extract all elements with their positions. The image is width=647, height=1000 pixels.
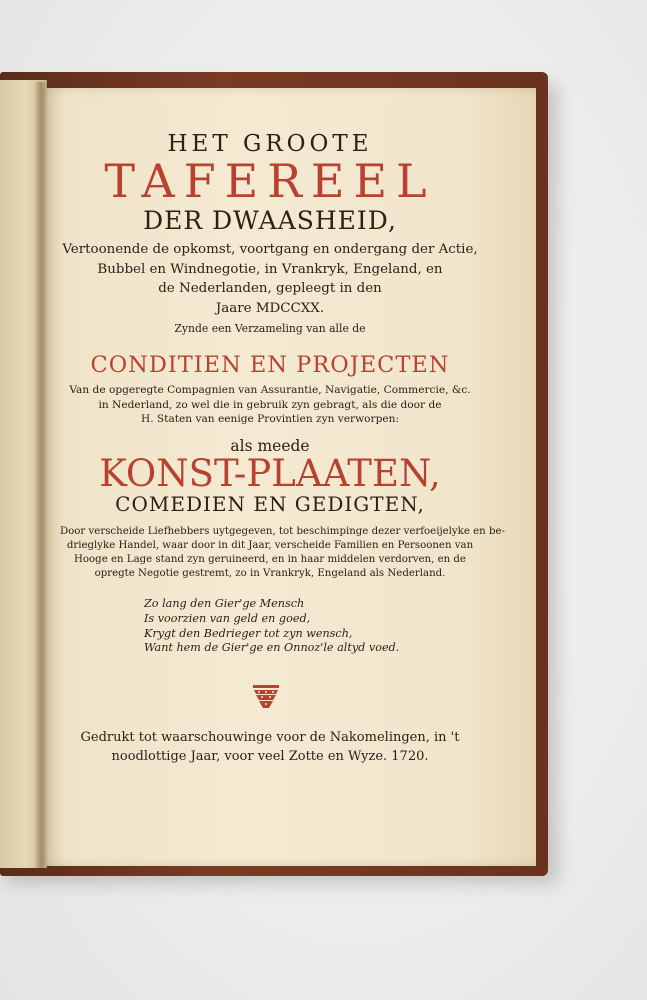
konst-plaaten-heading: KONST-PLAATEN,	[99, 452, 441, 495]
poem-line: Krygt den Bedrieger tot zyn wensch,	[144, 626, 353, 640]
description-line: Door verscheide Liefhebbers uytgegeven, tot beschimpinge dezer verfoeijelyke en be-	[60, 526, 505, 537]
imprint-line: Gedrukt tot waarschouwinge voor de Nakomelingen, in 't	[80, 730, 460, 745]
poem-line: Zo lang den Gier'ge Mensch	[144, 597, 305, 610]
companies-line: Van de opgeregte Compagnien van Assurantie, Navigatie, Commercie, &c.	[69, 384, 471, 396]
subtitle-paragraph	[60, 240, 480, 318]
poem	[144, 597, 399, 656]
companies-line: in Nederland, zo wel die in gebruik zyn gebragt, als die door de	[98, 398, 442, 411]
title-line-2: TAFEREEL	[104, 154, 436, 208]
description-line: Hooge en Lage stand zyn geruineerd, en in haar middelen verdorven, en de	[74, 554, 466, 565]
comedien-heading: COMEDIEN EN GEDIGTEN,	[115, 492, 425, 516]
conditien-heading: CONDITIEN EN PROJECTEN	[90, 352, 450, 378]
subtitle-line: de Nederlanden, gepleegt in den	[158, 281, 382, 296]
poem-line: Is voorzien van geld en goed,	[144, 611, 311, 625]
poem-line: Want hem de Gier'ge en Onnoz'le altyd voed.	[144, 641, 400, 655]
collection-line: Zynde een Verzameling van alle de	[174, 322, 366, 335]
imprint	[60, 728, 480, 766]
page-gutter	[34, 82, 48, 874]
als-meede-line: als meede	[230, 437, 310, 455]
title-line-3: DER DWAASHEID,	[143, 206, 397, 235]
companies-paragraph	[60, 383, 480, 427]
subtitle-line: Vertoonende de opkomst, voortgang en ondergang der Actie,	[62, 242, 478, 257]
printers-ornament-icon	[252, 684, 280, 710]
subtitle-line: Jaare MDCCXX.	[215, 300, 325, 316]
subtitle-line: Bubbel en Windnegotie, in Vrankryk, Engeland, en	[97, 261, 443, 277]
title-line-1: HET GROOTE	[167, 131, 373, 157]
description-paragraph	[60, 525, 505, 581]
companies-line: H. Staten van eenige Provintien zyn verworpen:	[140, 413, 400, 425]
description-line: drieglyke Handel, waar door in dit Jaar, verscheide Familien en Persoonen van	[66, 540, 474, 551]
description-line: opregte Negotie gestremt, zo in Vrankryk, Engeland als Nederland.	[94, 568, 446, 579]
imprint-line: noodlottige Jaar, voor veel Zotte en Wyze. 1720.	[111, 749, 429, 764]
